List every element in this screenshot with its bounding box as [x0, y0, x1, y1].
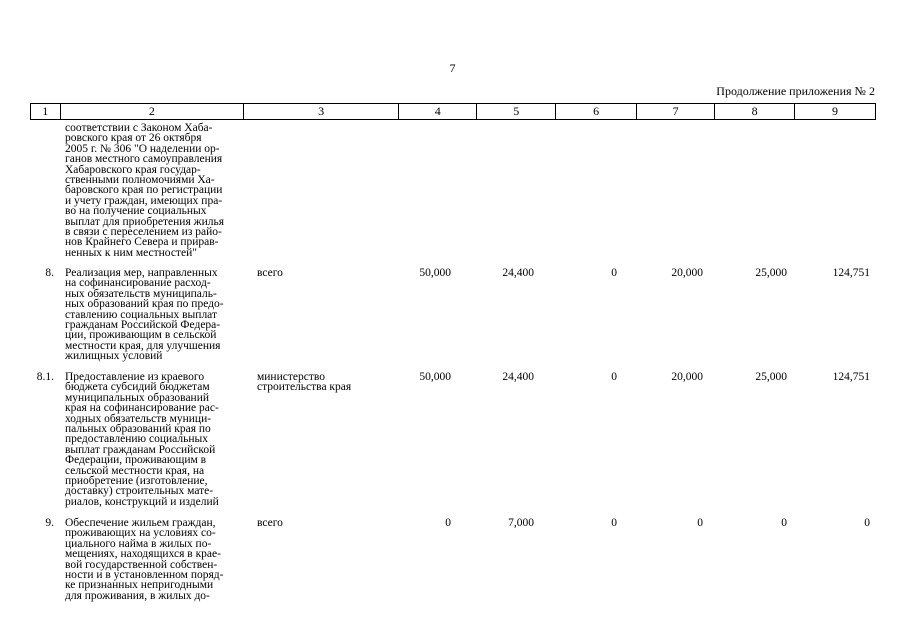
text-line: бюджета субсидий бюджетам: [65, 381, 210, 394]
text-line: приобретение (изготовление,: [65, 475, 208, 488]
column-header-8: 8: [715, 104, 795, 119]
value-col-9: 124,751: [832, 267, 870, 279]
text-line: жилищных условий: [65, 350, 163, 363]
text-line: министерство: [257, 371, 325, 383]
text-line: для проживания, в жилых до-: [65, 589, 210, 602]
value-col-4: 0: [445, 517, 451, 529]
text-line: пальных образований края по: [65, 423, 211, 436]
text-line: и учету граждан, имеющих пра-: [65, 194, 223, 207]
text-line: 2005 г. № 306 "О наделении ор-: [65, 142, 220, 155]
text-line: мещениях, находящихся в крае-: [65, 548, 221, 561]
row-description: [65, 518, 251, 601]
text-line: Предоставление из краевого: [65, 371, 205, 383]
row-number: 8.: [45, 267, 54, 279]
value-col-5: 24,400: [502, 371, 534, 383]
value-col-8: 25,000: [755, 371, 787, 383]
value-col-7: 20,000: [671, 371, 703, 383]
column-header-4: 4: [399, 104, 477, 119]
text-line: ганов местного самоуправления: [65, 153, 223, 166]
text-line: во на получение социальных: [65, 205, 207, 218]
value-col-9: 124,751: [832, 371, 870, 383]
page-number: 7: [449, 61, 456, 75]
text-line: баровского края по регистрации: [65, 184, 223, 197]
text-line: всего: [257, 267, 283, 279]
column-header-3: 3: [244, 104, 399, 119]
text-line: Реализация мер, направленных: [65, 267, 218, 279]
row-description: [65, 372, 251, 507]
text-line: ровского края от 26 октября: [65, 132, 202, 145]
text-line: местности края, для улучшения: [65, 339, 221, 352]
column-header-5: 5: [477, 104, 556, 119]
text-line: соответствии с Законом Хаба-: [65, 122, 213, 134]
text-line: Обеспечение жильем граждан,: [65, 517, 216, 529]
text-line: предоставлению социальных: [65, 433, 208, 446]
continued-description: [65, 123, 251, 258]
text-line: ставлению социальных выплат: [65, 308, 218, 321]
text-line: муниципальных образований: [65, 391, 210, 404]
column-header-6: 6: [556, 104, 637, 119]
text-line: проживающих на условиях со-: [65, 527, 216, 540]
text-line: ности и в установленном поряд-: [65, 569, 224, 582]
text-line: выплат гражданам Российской: [65, 443, 216, 456]
column-header-9: 9: [832, 104, 839, 118]
row-number: 9.: [45, 517, 54, 529]
text-line: нов Крайнего Севера и прирав-: [65, 236, 219, 249]
column-header-7: 7: [637, 104, 715, 119]
text-line: ке признанных непригодными: [65, 579, 214, 592]
value-col-6: 0: [611, 267, 617, 279]
text-line: ненных к ним местностей": [65, 246, 197, 259]
value-col-8: 25,000: [755, 267, 787, 279]
text-line: ных образований края по предо-: [65, 298, 224, 311]
text-line: в связи с переселением из райо-: [65, 226, 222, 239]
value-col-4: 50,000: [419, 371, 451, 383]
value-col-6: 0: [611, 517, 617, 529]
text-line: ственными полномочиями Ха-: [65, 174, 215, 187]
text-line: Федерации, проживающим в: [65, 454, 207, 467]
text-line: гражданам Российской Федера-: [65, 319, 221, 332]
row-executor: [257, 372, 417, 393]
text-line: выплат для приобретения жилья: [65, 215, 225, 228]
text-line: на софинансирование расход-: [65, 277, 211, 290]
row-executor: [257, 268, 417, 278]
row-description: [65, 268, 251, 362]
text-line: сельской местности края, на: [65, 464, 205, 477]
column-header-2: 2: [61, 104, 245, 119]
column-header-1: 1: [31, 104, 61, 119]
text-line: Хабаровского края государ-: [65, 163, 201, 176]
text-line: строительства края: [257, 381, 352, 394]
value-col-8: 0: [781, 517, 787, 529]
value-col-7: 20,000: [671, 267, 703, 279]
text-line: ходных обязательств муници-: [65, 412, 212, 425]
text-line: вой государственной собствен-: [65, 558, 218, 571]
row-executor: [257, 518, 417, 528]
text-line: циального найма в жилых по-: [65, 537, 212, 550]
value-col-6: 0: [611, 371, 617, 383]
text-line: риалов, конструкций и изделий: [65, 495, 219, 508]
text-line: края на софинансирование рас-: [65, 402, 219, 415]
text-line: всего: [257, 517, 283, 529]
table-header-row: [30, 103, 876, 120]
value-col-5: 7,000: [508, 517, 534, 529]
text-line: ных обязательств муниципаль-: [65, 287, 217, 300]
value-col-4: 50,000: [419, 267, 451, 279]
value-col-7: 0: [697, 517, 703, 529]
text-line: доставку) строительных мате-: [65, 485, 214, 498]
continuation-title: Продолжение приложения № 2: [716, 84, 875, 98]
value-col-9: 0: [864, 517, 870, 529]
row-number: 8.1.: [36, 371, 54, 383]
text-line: ции, проживающим в сельской: [65, 329, 217, 342]
value-col-5: 24,400: [502, 267, 534, 279]
